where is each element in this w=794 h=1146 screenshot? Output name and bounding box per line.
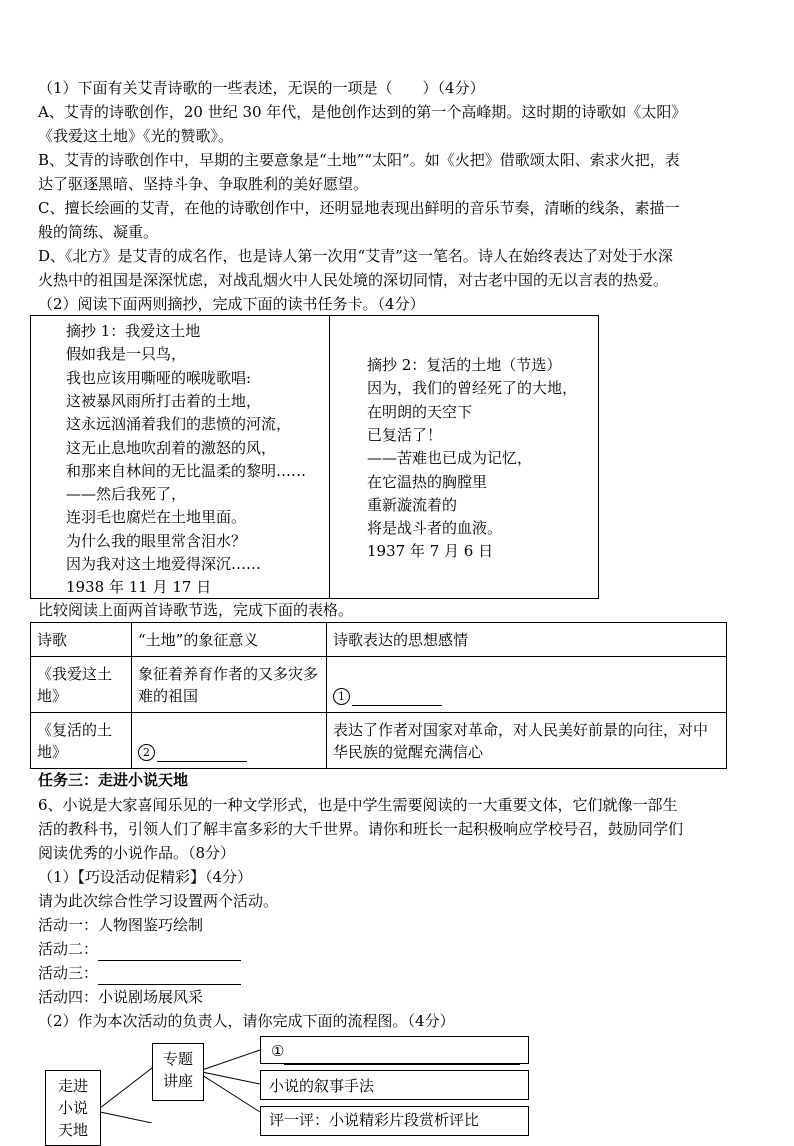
q1-option-a-line2: 《我爱这土地》《光的赞歌》。 bbox=[38, 127, 234, 145]
row1-symbol: 象征着养育作者的又多灾多难的祖国 bbox=[132, 657, 327, 713]
sub1-title: （1）【巧设活动促精彩】（4分） bbox=[38, 868, 253, 886]
q1-option-c-line2: 般的简练、凝重。 bbox=[38, 223, 159, 241]
circled-number: 1 bbox=[333, 688, 350, 705]
row2-feeling: 表达了作者对国家对革命，对人民美好前景的向往，对中华民族的觉醒充满信心 bbox=[327, 713, 727, 769]
poem-line: 摘抄 2：复活的土地（节选） bbox=[367, 356, 562, 374]
sub2-title: （2）作为本次活动的负责人，请你完成下面的流程图。（4分） bbox=[38, 1012, 455, 1030]
q2-stem: （2）阅读下面两则摘抄，完成下面的读书任务卡。（4分） bbox=[38, 295, 425, 313]
activity-2-label: 活动二： bbox=[38, 940, 99, 958]
poem-line: 这无止息地吹刮着的激怒的风， bbox=[66, 438, 277, 457]
poem-line: 已复活了！ bbox=[367, 425, 443, 444]
header-feeling: 诗歌表达的思想感情 bbox=[327, 623, 727, 657]
poem-line: 摘抄 1：我爱这土地 bbox=[66, 322, 201, 340]
poem-line: 重新漩流着的 bbox=[367, 495, 458, 514]
compare-intro: 比较阅读上面两首诗歌节选，完成下面的表格。 bbox=[38, 601, 354, 619]
poem-line: 在明朗的天空下 bbox=[367, 402, 473, 421]
poem-line: 这永远汹涌着我们的悲愤的河流， bbox=[66, 415, 292, 434]
activity-3-label: 活动三： bbox=[38, 964, 99, 982]
poem-line: 1937 年 7 月 6 日 bbox=[367, 542, 494, 561]
flow-root-node bbox=[45, 1070, 101, 1146]
q6-line2: 活的教科书，引领人们了解丰富多彩的大千世界。请你和班长一起积极响应学校号召，鼓励同学们 bbox=[38, 820, 684, 838]
circled-number: ① bbox=[271, 1042, 285, 1060]
q6-line3: 阅读优秀的小说作品。（8分） bbox=[38, 844, 236, 862]
poem-line: 因为我对这土地爱得深沉…… bbox=[66, 555, 262, 573]
poem-line: 假如我是一只鸟， bbox=[66, 345, 187, 364]
q1-option-b-line2: 达了驱逐黑暗、坚持斗争、争取胜利的美好愿望。 bbox=[38, 175, 369, 193]
q6-line1: 6、小说是大家喜闻乐见的一种文学形式，也是中学生需要阅读的一大重要文体，它们就像一部生 bbox=[38, 796, 678, 814]
flow-item-3: 评一评：小说精彩片段赏析评比 bbox=[260, 1106, 529, 1136]
poem-line: 和那来自林间的无比温柔的黎明…… bbox=[66, 461, 307, 480]
poem-line: 连羽毛也腐烂在土地里面。 bbox=[66, 508, 247, 527]
poem-line: 为什么我的眼里常含泪水？ bbox=[66, 531, 247, 550]
poem-line: 在它温热的胸膛里 bbox=[367, 472, 488, 491]
activity-4: 活动四：小说剧场展风采 bbox=[38, 988, 204, 1006]
poem-line: 因为，我们的曾经死了的大地， bbox=[367, 379, 578, 398]
flow-item-2: 小说的叙事手法 bbox=[260, 1070, 529, 1100]
q1-option-a-line1: A、艾青的诗歌创作，20 世纪 30 年代，是他创作达到的第一个高峰期。这时期的诗歌如《太阳》 bbox=[38, 103, 687, 121]
poem-line: 我也应该用嘶哑的喉咙歌唱: bbox=[66, 368, 252, 387]
poem-line: 这被暴风雨所打击着的土地， bbox=[66, 391, 262, 410]
q1-option-c-line1: C、擅长绘画的艾青，在他的诗歌创作中，还明显地表现出鲜明的音乐节奏，清晰的线条，素描一 bbox=[38, 199, 680, 217]
row1-poem: 《我爱这土地》 bbox=[31, 657, 132, 713]
activity-1: 活动一：人物图鉴巧绘制 bbox=[38, 916, 204, 934]
header-symbol: “土地”的象征意义 bbox=[132, 623, 327, 657]
poem-line: ——然后我死了， bbox=[66, 485, 187, 504]
circled-number: 2 bbox=[138, 744, 155, 761]
header-poem: 诗歌 bbox=[31, 623, 132, 657]
q1-stem: （1）下面有关艾青诗歌的一些表述，无误的一项是（ ）（4分） bbox=[38, 79, 485, 97]
flow-item-1[interactable] bbox=[260, 1036, 529, 1064]
flow-root-label: 走进小说天地 bbox=[57, 1077, 88, 1139]
flow-item-1-blank[interactable] bbox=[284, 1050, 520, 1065]
q1-option-b-line1: B、艾青的诗歌创作中，早期的主要意象是“土地”“太阳”。如《火把》借歌颂太阳、索求火把，表 bbox=[38, 151, 680, 169]
sub1-desc: 请为此次综合性学习设置两个活动。 bbox=[38, 892, 279, 910]
task3-title: 任务三：走进小说天地 bbox=[38, 771, 189, 789]
q1-option-d-line2: 火热中的祖国是深深忧虑，对战乱烟火中人民处境的深切同情，对古老中国的无以言表的热爱。 bbox=[38, 271, 669, 289]
flow-lecture-label: 专题讲座 bbox=[162, 1050, 193, 1090]
poem-line: 将是战斗者的血液。 bbox=[367, 519, 503, 538]
q1-option-d-line1: D、《北方》是艾青的成名作，也是诗人第一次用“艾青”这一笔名。诗人在始终表达了对处于水深 bbox=[38, 247, 673, 265]
poem-line: ——苦难也已成为记忆， bbox=[367, 449, 533, 468]
poem-line: 1938 年 11 月 17 日 bbox=[66, 578, 212, 597]
flow-lecture-node bbox=[152, 1043, 204, 1101]
row2-poem: 《复活的土地》 bbox=[31, 713, 132, 769]
